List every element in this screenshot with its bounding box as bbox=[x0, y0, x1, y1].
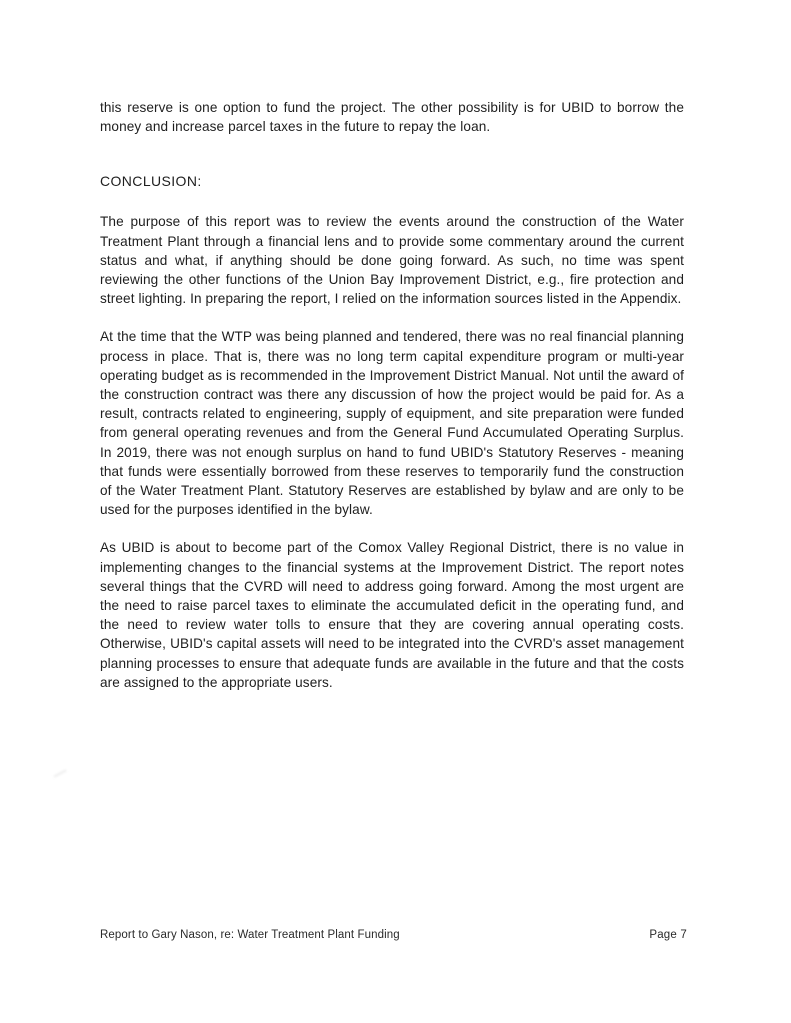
page-content bbox=[100, 98, 684, 692]
footer-report-title: Report to Gary Nason, re: Water Treatment Plant Funding bbox=[100, 929, 400, 941]
continuation-paragraph: this reserve is one option to fund the project. The other possibility is for UBID to borrow the money and increase parcel taxes in the future to repay the loan. bbox=[100, 100, 684, 135]
body-paragraph: At the time that the WTP was being planned and tendered, there was no real financial planning process in place. That is, there was no long term capital expenditure program or multi-year operating budget as is recommended in the Improvement District Manual. Not until the award of the construction contract was there any discussion of how the project would be paid for. As a result, contracts related to engineering, supply of equipment, and site preparation were funded from general operating revenues and from the General Fund Accumulated Operating Surplus. In 2019, there was not enough surplus on hand to fund UBID's Statutory Reserves - meaning that funds were essentially borrowed from these reserves to temporarily fund the construction of the Water Treatment Plant. Statutory Reserves are established by bylaw and are only to be used for the purposes identified in the bylaw. bbox=[100, 329, 684, 518]
conclusion-heading: CONCLUSION: bbox=[100, 173, 202, 190]
footer-page-number: Page 7 bbox=[649, 929, 687, 941]
body-paragraph: As UBID is about to become part of the Comox Valley Regional District, there is no value in implementing changes to the financial systems at the Improvement District. The report notes several things that the CVRD will need to address going forward. Among the most urgent are the need to raise parcel taxes to eliminate the accumulated deficit in the operating fund, and the need to review water tolls to ensure that they are covering annual operating costs. Otherwise, UBID's capital assets will need to be integrated into the CVRD's asset management planning processes to ensure that adequate funds are available in the future and that the costs are assigned to the appropriate users. bbox=[100, 540, 684, 690]
body-paragraph: The purpose of this report was to review the events around the construction of the Water Treatment Plant through a financial lens and to provide some commentary around the current status and what, if anything should be done going forward. As such, no time was spent reviewing the other functions of the Union Bay Improvement District, e.g., fire protection and street lighting. In preparing the report, I relied on the information sources listed in the Appendix. bbox=[100, 214, 684, 307]
scan-smudge-mark bbox=[53, 769, 70, 784]
page-footer bbox=[100, 929, 687, 941]
